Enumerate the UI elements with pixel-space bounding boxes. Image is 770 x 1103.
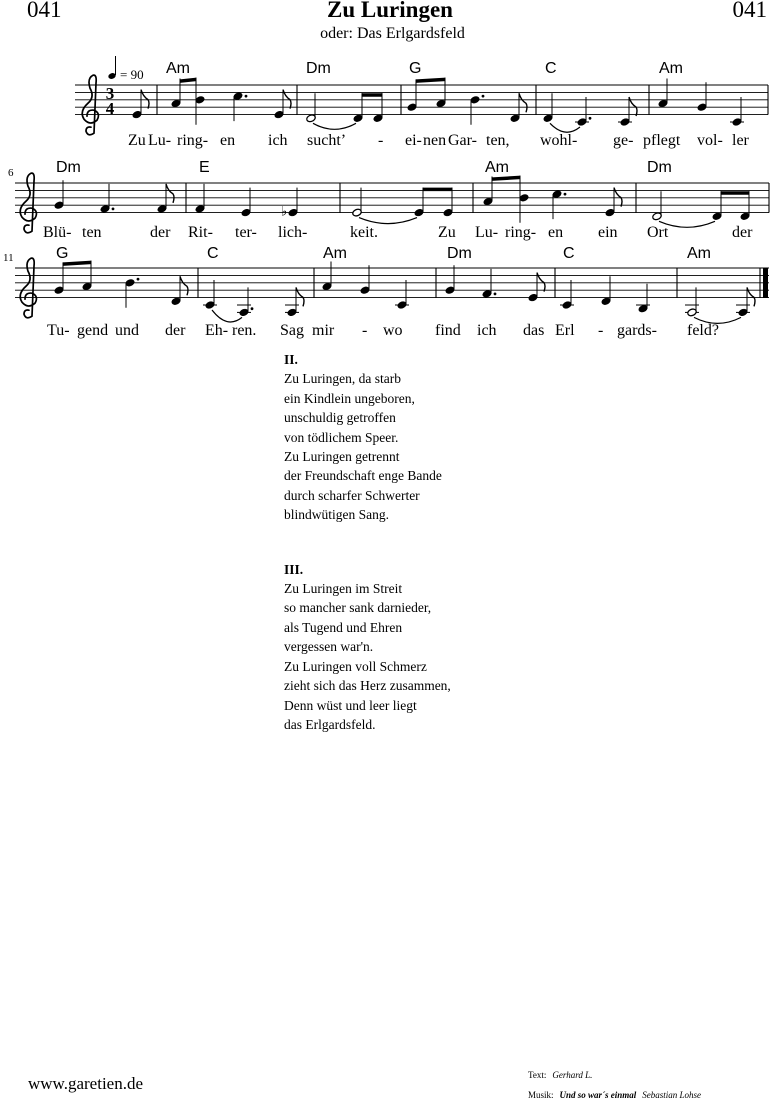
music-label: Musik: [528,1090,554,1100]
eighth-flag [519,93,527,112]
lyric-syllable: ring- [177,132,209,149]
treble-clef-icon [20,173,36,233]
time-signature-numerator: 3 [105,84,115,103]
verse-line: unschuldig getroffen [284,410,396,426]
chord-symbol: Am [659,60,683,77]
lyric-syllable: ter- [235,224,257,241]
lyric-syllable: Erl [555,322,575,339]
song-title: Zu Luringen [327,0,453,22]
music-credit [528,1090,701,1100]
augmentation-dot [245,95,248,98]
beam [180,78,197,83]
chord-symbol: Dm [447,245,472,262]
verse-line: Zu Luringen, da starb [284,371,401,387]
verse-line: Zu Luringen im Streit [284,581,403,597]
lyric-syllable: ren. [232,322,257,339]
tie-slur [359,218,417,224]
beam [423,188,453,192]
lyric-syllable: en [220,132,236,149]
treble-clef-icon [20,258,36,318]
lyric-syllable: ich [477,322,497,339]
verse-3 [284,560,451,735]
tie-slur [212,310,242,322]
augmentation-dot [589,117,592,120]
eighth-flag [166,184,174,203]
augmentation-dot [137,278,140,281]
verse-line: Zu Luringen getrennt [284,449,400,465]
lyric-syllable: sucht’ [307,132,347,149]
time-signature-denominator: 4 [105,99,115,118]
verse-line: so mancher sank darnieder, [284,600,432,616]
lyric-syllable: en [548,224,564,241]
verse-line: durch scharfer Schwerter [284,487,420,503]
lyric-syllable: Tu- [47,322,70,339]
measure-number: 6 [8,167,14,179]
lyric-syllable: Rit- [188,224,213,241]
lyric-syllable: Eh- [205,322,229,339]
lyric-syllable: keit. [350,224,378,241]
lyric-syllable: nen [423,132,447,149]
verse-line: zieht sich das Herz zusammen, [284,678,451,694]
text-author: Gerhard L. [552,1070,593,1080]
lyric-syllable: - [598,322,604,339]
verse-line: vergessen war'n. [284,639,374,655]
lyric-syllable: ein [598,224,618,241]
verse-2 [284,350,451,525]
verse-line: als Tugend und Ehren [284,619,403,635]
lyric-syllable: pflegt [643,132,681,149]
beam [721,191,750,195]
music-source: Und so war´s einmal [559,1090,637,1100]
lyric-syllable: - [362,322,368,339]
lyric-syllable: lich- [278,224,308,241]
lyric-syllable: der [150,224,171,241]
music-author: Sebastian Lohse [642,1090,702,1100]
chord-symbol: Dm [647,159,672,176]
lyric-syllable: Sag [280,322,304,339]
flat-icon: ♭ [281,204,288,220]
lyric-syllable: ring- [505,224,537,241]
lyric-syllable: Blü- [43,224,72,241]
chord-symbol: Am [687,245,711,262]
lyric-syllable: find [435,322,461,339]
lyric-syllable: feld? [687,322,719,339]
lyric-syllable: ler [732,132,749,149]
augmentation-dot [482,95,485,98]
lyric-syllable: - [378,132,384,149]
lyric-syllable: mir [312,322,335,339]
lyric-syllable: ten [82,224,102,241]
lyric-syllable: Lu- [475,224,499,241]
lyric-syllable: ei- [405,132,422,149]
tie-slur [550,123,580,132]
lyric-syllable: ich [268,132,288,149]
verse-line: das Erlgardsfeld. [284,716,376,732]
lyric-syllable: der [732,224,753,241]
tie-slur [313,123,356,129]
music-score [0,0,770,360]
verse-line: von tödlichem Speer. [284,429,399,445]
lyric-syllable: Gar- [448,132,477,149]
lyric-syllable: vol- [697,132,723,149]
chord-symbol: C [563,245,575,262]
chord-symbol: Dm [306,60,331,77]
song-number-left: 041 [27,0,62,22]
lyric-syllable: ge- [613,132,634,149]
song-subtitle: oder: Das Erlgardsfeld [320,25,465,42]
chord-symbol: Am [166,60,190,77]
verse-line: blindwütigen Sang. [284,507,389,523]
text-label: Text: [528,1070,547,1080]
lyric-syllable: Zu [438,224,456,241]
chord-symbol: E [199,159,210,176]
beam [492,176,521,181]
song-number-right: 041 [732,0,767,22]
chord-symbol: C [545,60,557,77]
eighth-flag [180,276,188,295]
lyric-syllable: das [523,322,545,339]
augmentation-dot [494,293,497,296]
lyric-syllable: Ort [647,224,669,241]
final-barline [763,268,768,298]
lyric-syllable: ten, [486,132,510,149]
chord-symbol: Am [485,159,509,176]
chord-symbol: G [409,60,422,77]
lyric-syllable: wo [383,322,403,339]
lyric-syllable: Lu- [148,132,172,149]
chord-symbol: Dm [56,159,81,176]
chord-symbol: C [207,245,219,262]
chord-symbol: G [56,245,69,262]
augmentation-dot [112,208,115,211]
lyric-syllable: wohl- [540,132,578,149]
verse-label: II. [284,352,298,367]
tempo-marking: = 90 [120,67,144,82]
lyric-syllable: und [115,322,139,339]
lyric-syllable: der [165,322,186,339]
augmentation-dot [564,193,567,196]
beam [416,78,446,83]
website-link[interactable]: www.garetien.de [28,1074,144,1093]
lyric-syllable: gend [77,322,109,339]
lyric-syllable: Zu [128,132,146,149]
verses [284,350,451,734]
measure-number: 11 [3,252,14,264]
verse-label: III. [284,561,304,577]
beam [362,93,383,97]
verse-line: der Freundschaft enge Bande [284,468,442,484]
text-credit [528,1070,592,1080]
chord-symbol: Am [323,245,347,262]
verse-line: Denn wüst und leer liegt [284,697,417,713]
augmentation-dot [251,307,254,310]
treble-clef-icon [82,75,98,135]
verse-line: Zu Luringen voll Schmerz [284,658,427,674]
lyric-syllable: gards- [617,322,657,339]
verse-line: ein Kindlein ungeboren, [284,390,415,406]
